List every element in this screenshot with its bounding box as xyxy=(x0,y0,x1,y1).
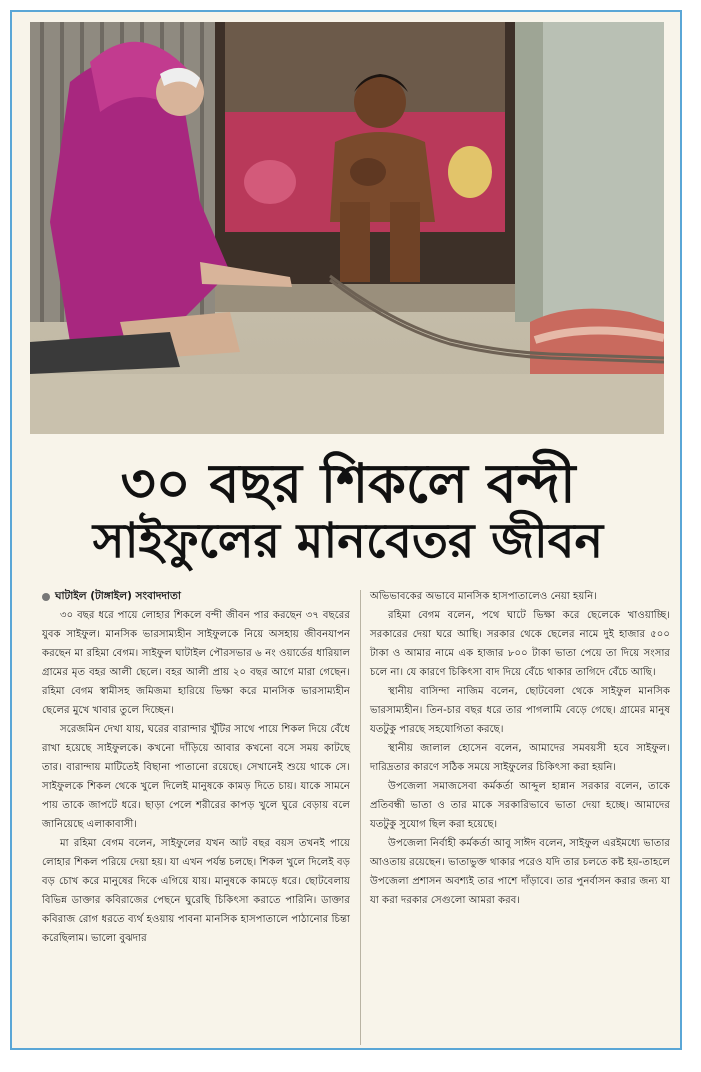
newspaper-clipping xyxy=(10,10,682,1050)
paragraph: স্থানীয় বাসিন্দা নাজিম বলেন, ছোটবেলা থেকে সাইফুল মানসিক ভারসাম্যহীন। তিন-চার বছর ধরে তার পাগলামি বেড়ে গেছে। গ্রামের মানুষ যতটুকু পারছে সহযোগিতা করছে। xyxy=(370,686,670,735)
news-photo xyxy=(30,22,664,434)
byline xyxy=(42,587,350,606)
paragraph: রহিমা বেগম বলেন, পথে ঘাটে ভিক্ষা করে ছেলেকে খাওয়াচ্ছি। সরকারের দেয়া ঘরে আছি। সরকার থেকে ছেলের নামে দুই হাজার ৫০০ টাকা ও আমার নামে এক হাজার ৮০০ টাকা ভাতা পেয়ে তা দিয়ে সংসার চলে না। যে কারণে চিকিৎসা বাদ দিয়ে বেঁচে থাকার তাগিদে বেঁচে আছি। xyxy=(370,610,670,678)
paragraph: অভিভাবকের অভাবে মানসিক হাসপাতালেও নেয়া হয়নি। xyxy=(370,591,598,602)
bullet-icon xyxy=(42,593,50,601)
headline-line-2: সাইফুলের মানবেতর জীবন xyxy=(92,513,604,569)
article-column-left xyxy=(42,587,350,948)
paragraph: ৩০ বছর ধরে পায়ে লোহার শিকলে বন্দী জীবন পার করছেন ৩৭ বছরের যুবক সাইফুল। মানসিক ভারসাম্যহীন সাইফুলকে নিয়ে অসহায় জীবনযাপন করছেন মা রহিমা বেগম। সাইফুল ঘাটাইল পৌরসভার ৬ নং ওয়ার্ডের ধারিয়াল গ্রামের মৃত বহর আলী ছেলে। বহর আলী প্রায় ২০ বছর আগে মারা গেছেন। রহিমা বেগম স্বামীসহ জমিজমা হারিয়ে ভিক্ষা করে মানসিক ভারসাম্যহীন ছেলের মুখে খাবার তুলে দিচ্ছেন। xyxy=(42,610,350,716)
byline-text: ঘাটাইল (টাঙ্গাইল) সংবাদদাতা xyxy=(55,590,181,602)
paragraph: উপজেলা নির্বাহী কর্মকর্তা আবু সাঈদ বলেন, সাইফুল এরইমধ্যে ভাতার আওতায় রয়েছেন। ভাতাভুক্ত থাকার পরেও যদি তার চলতে কষ্ট হয়-তাহলে উপজেলা প্রশাসন অবশ্যই তার পাশে দাঁড়াবে। তার পুনর্বাসন করার জন্য যা যা করা দরকার সেগুলো আমরা করব। xyxy=(370,838,670,906)
paragraph: সরেজমিন দেখা যায়, ঘরের বারান্দার খুঁটির সাথে পায়ে শিকল দিয়ে বেঁধে রাখা হয়েছে সাইফুলকে। কখনো দাঁড়িয়ে আবার কখনো বসে সময় কাটছে তার। বারান্দায় মাটিতেই বিছানা পাতানো রয়েছে। সেখানেই শুয়ে থাকে সে। সাইফুলকে শিকল থেকে খুলে দিলেই মানুষকে কামড় দিতে চায়। যাকে সামনে পায় তাকে জাপটে ধরে। ছাড়া পেলে শরীরের কাপড় খুলে ঘুরে বেড়ায় বলে জানিয়েছে এলাকাবাসী। xyxy=(42,724,350,830)
article-column-right xyxy=(370,587,670,910)
column-divider xyxy=(360,590,361,1045)
paragraph: স্থানীয় জালাল হোসেন বলেন, আমাদের সমবয়সী হবে সাইফুল। দারিদ্রতার কারণে সঠিক সময়ে সাইফুলের চিকিৎসা করা হয়নি। xyxy=(370,743,670,773)
paragraph: মা রহিমা বেগম বলেন, সাইফুলের যখন আট বছর বয়স তখনই পায়ে লোহার শিকল পরিয়ে দেয়া হয়। যা এখন পর্যন্ত চলছে। শিকল খুলে দিলেই বড় বড় চোখ করে মানুষের দিকে এগিয়ে যায়। মানুষকে কামড়ে ধরে। ছোটবেলায় বিভিন্ন ডাক্তার কবিরাজের পেছনে ঘুরেছি চিকিৎসা করাতে পারিনি। ডাক্তার কবিরাজ রোগ ধরতে ব্যর্থ হওয়ায় পাবনা মানসিক হাসপাতালে পাঠানোর চিন্তা করেছিলাম। ভালো বুঝদার xyxy=(42,838,350,944)
paragraph: উপজেলা সমাজসেবা কর্মকর্তা আব্দুল হান্নান সরকার বলেন, তাকে প্রতিবন্ধী ভাতা ও তার মাকে সরকারিভাবে ভাতা দেয়া হচ্ছে। আমাদের যতটুকু সুযোগ ছিল করা হয়েছে। xyxy=(370,781,670,830)
headline-line-1: ৩০ বছর শিকলে বন্দী xyxy=(120,452,576,515)
